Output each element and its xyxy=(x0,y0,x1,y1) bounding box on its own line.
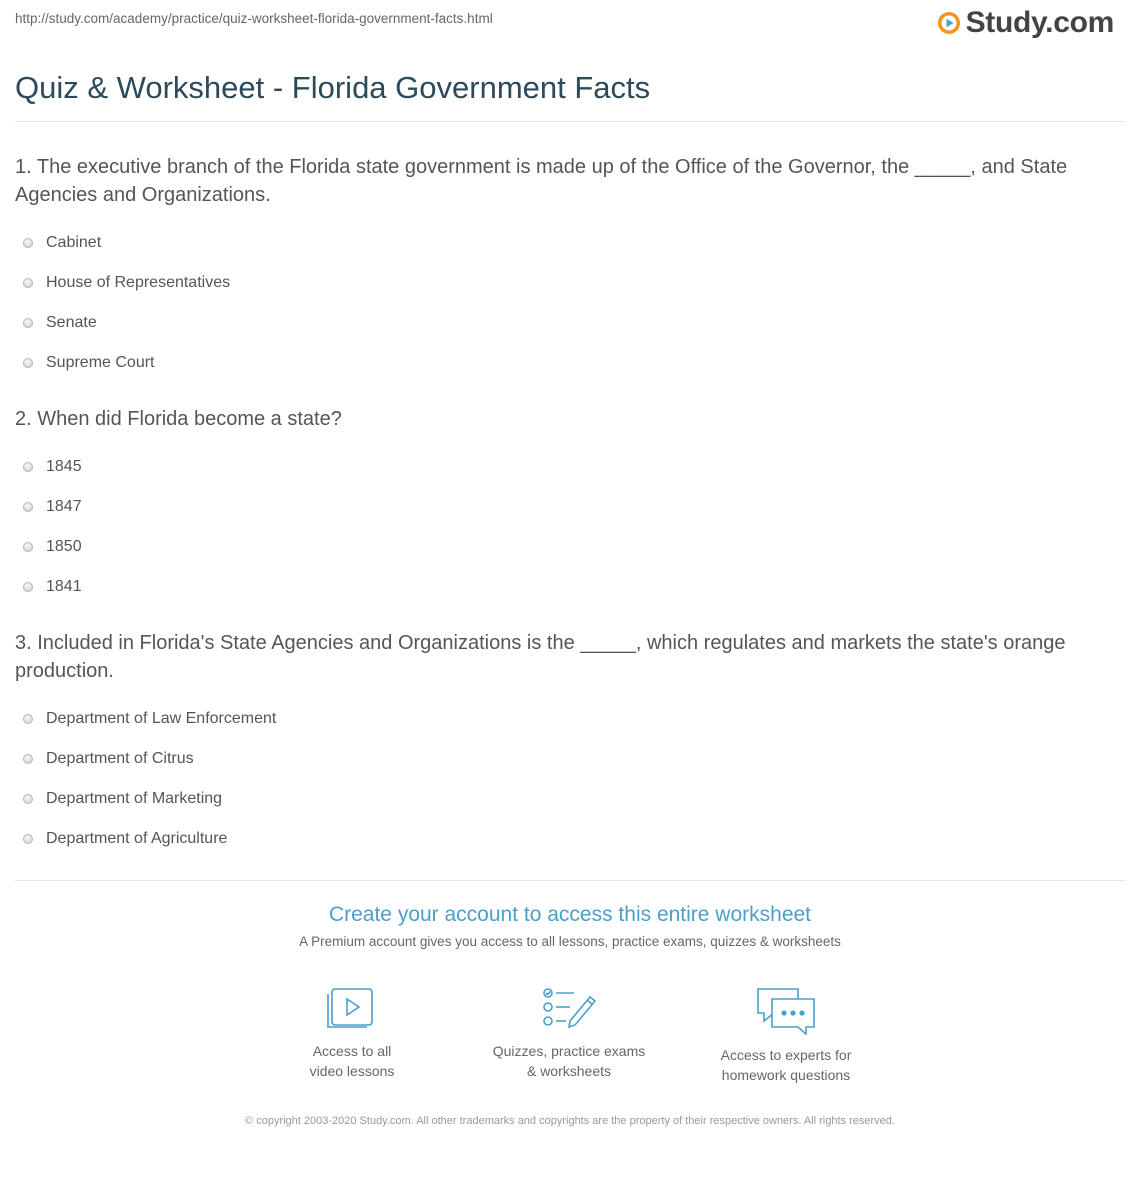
radio-button-icon[interactable] xyxy=(23,542,33,552)
feature-line-2: homework questions xyxy=(721,1067,851,1083)
radio-button-icon[interactable] xyxy=(23,462,33,472)
radio-button-icon[interactable] xyxy=(23,714,33,724)
page-title: Quiz & Worksheet - Florida Government Facts xyxy=(15,70,651,105)
feature-line-1: Access to all xyxy=(312,1043,392,1059)
answer-label: 1841 xyxy=(46,578,82,595)
answer-label: Senate xyxy=(46,314,97,331)
copyright-text: © copyright 2003-2020 Study.com. All other trademarks and copyrights are the property of their respective owners. All rights reserved. xyxy=(245,1115,895,1127)
answer-option[interactable] xyxy=(15,487,1110,527)
feature-experts xyxy=(676,985,896,1085)
answer-label: 1845 xyxy=(46,458,82,475)
radio-button-icon[interactable] xyxy=(23,834,33,844)
answer-list xyxy=(15,447,1110,607)
answer-option[interactable] xyxy=(15,343,1110,383)
promo-subtitle: A Premium account gives you access to all lessons, practice exams, quizzes & worksheets xyxy=(299,934,841,949)
answer-option[interactable] xyxy=(15,567,1110,607)
question-1 xyxy=(15,153,1110,383)
quiz-checklist-icon xyxy=(540,985,598,1031)
answer-label: Cabinet xyxy=(46,234,102,251)
question-2 xyxy=(15,405,1110,607)
answer-label: Department of Marketing xyxy=(46,790,223,807)
answer-option[interactable] xyxy=(15,739,1110,779)
answer-option[interactable] xyxy=(15,699,1110,739)
answer-option[interactable] xyxy=(15,447,1110,487)
radio-button-icon[interactable] xyxy=(23,502,33,512)
answer-option[interactable] xyxy=(15,303,1110,343)
chat-bubbles-icon xyxy=(754,985,818,1035)
video-lesson-icon xyxy=(325,985,379,1031)
radio-button-icon[interactable] xyxy=(23,754,33,764)
page-url: http://study.com/academy/practice/quiz-worksheet-florida-government-facts.html xyxy=(15,11,493,26)
answer-option[interactable] xyxy=(15,819,1110,859)
answer-list xyxy=(15,699,1110,859)
answer-label: House of Representatives xyxy=(46,274,231,291)
promo-divider xyxy=(15,880,1125,881)
answer-label: Supreme Court xyxy=(46,354,155,371)
question-text: 2. When did Florida become a state? xyxy=(15,408,342,430)
answer-label: Department of Citrus xyxy=(46,750,194,767)
answer-option[interactable] xyxy=(15,223,1110,263)
answer-option[interactable] xyxy=(15,779,1110,819)
question-3 xyxy=(15,629,1110,859)
radio-button-icon[interactable] xyxy=(23,238,33,248)
feature-line-2: video lessons xyxy=(309,1063,395,1079)
answer-list xyxy=(15,223,1110,383)
answer-label: 1850 xyxy=(46,538,82,555)
answer-label: Department of Agriculture xyxy=(46,830,228,847)
answer-label: 1847 xyxy=(46,498,82,515)
feature-line-1: Access to experts for xyxy=(720,1047,852,1063)
radio-button-icon[interactable] xyxy=(23,582,33,592)
title-divider xyxy=(15,121,1125,122)
answer-option[interactable] xyxy=(15,527,1110,567)
question-text: 1. The executive branch of the Florida state government is made up of the Office of the Governor, the _____, and State Agencies and Organizations. xyxy=(15,156,1068,206)
feature-line-1: Quizzes, practice exams xyxy=(492,1043,646,1059)
radio-button-icon[interactable] xyxy=(23,358,33,368)
radio-button-icon[interactable] xyxy=(23,318,33,328)
study-logo[interactable] xyxy=(937,8,1114,38)
answer-option[interactable] xyxy=(15,263,1110,303)
radio-button-icon[interactable] xyxy=(23,278,33,288)
feature-video-lessons xyxy=(242,985,462,1081)
radio-button-icon[interactable] xyxy=(23,794,33,804)
create-account-link[interactable]: Create your account to access this entire worksheet xyxy=(328,903,812,926)
play-circle-icon xyxy=(937,11,961,35)
question-text: 3. Included in Florida's State Agencies and Organizations is the _____, which regulates and markets the state's orange production. xyxy=(15,632,1066,682)
answer-label: Department of Law Enforcement xyxy=(46,710,277,727)
feature-quizzes xyxy=(459,985,679,1081)
logo-text: Study.com xyxy=(965,6,1114,39)
feature-line-2: & worksheets xyxy=(526,1063,612,1079)
